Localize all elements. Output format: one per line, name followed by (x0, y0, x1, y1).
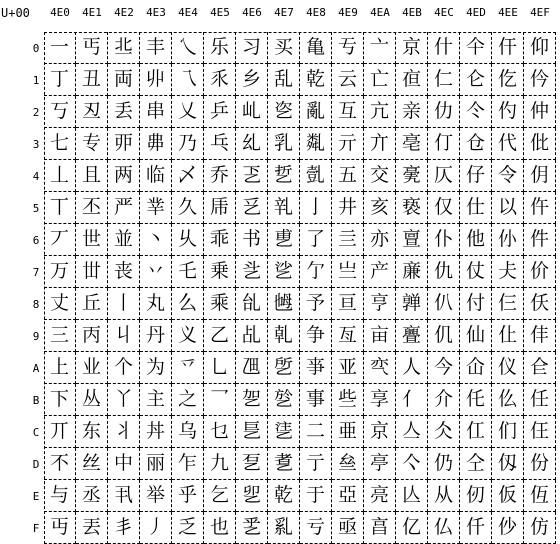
row-header: 8 (32, 298, 40, 311)
glyph-cell: 両 (108, 64, 140, 96)
glyph-cell: 争 (300, 320, 332, 352)
glyph-cell: 仨 (492, 288, 524, 320)
glyph-cell: 丩 (108, 320, 140, 352)
glyph-cell: 仆 (428, 224, 460, 256)
glyph-cell: 亢 (364, 96, 396, 128)
glyph-cell: 京 (396, 32, 428, 64)
glyph-cell: 乨 (236, 288, 268, 320)
glyph-cell: 丁 (44, 64, 76, 96)
glyph-cell: 付 (460, 288, 492, 320)
glyph-cell: 乏 (172, 512, 204, 544)
glyph-cell: 丿 (140, 512, 172, 544)
glyph-cell: 丽 (140, 448, 172, 480)
glyph-cell: 丑 (76, 64, 108, 96)
glyph-cell: 云 (332, 64, 364, 96)
glyph-cell: 乯 (236, 512, 268, 544)
glyph-cell: 互 (332, 96, 364, 128)
glyph-cell: 书 (236, 224, 268, 256)
glyph-cell: 亟 (332, 512, 364, 544)
glyph-cell: 丒 (76, 96, 108, 128)
glyph-cell: 们 (492, 416, 524, 448)
glyph-cell: 临 (140, 160, 172, 192)
glyph-cell: 乾 (300, 64, 332, 96)
glyph-cell: 任 (524, 384, 556, 416)
glyph-cell: 世 (76, 224, 108, 256)
glyph-cell: 乎 (172, 480, 204, 512)
glyph-cell: 仮 (492, 480, 524, 512)
glyph-cell: 串 (140, 96, 172, 128)
glyph-cell: 乊 (172, 352, 204, 384)
glyph-cell: 个 (108, 352, 140, 384)
glyph-cell: 仭 (492, 448, 524, 480)
glyph-cell: 亓 (332, 128, 364, 160)
glyph-cell: 他 (460, 224, 492, 256)
glyph-cell: 並 (108, 224, 140, 256)
glyph-cell: 予 (300, 288, 332, 320)
glyph-cell: 仫 (492, 384, 524, 416)
glyph-cell: 亲 (396, 96, 428, 128)
glyph-cell: 代 (492, 128, 524, 160)
glyph-cell: 东 (76, 416, 108, 448)
glyph-cell: 亸 (396, 288, 428, 320)
glyph-cell: 亀 (300, 32, 332, 64)
glyph-cell: 乼 (268, 416, 300, 448)
glyph-cell: 乚 (204, 352, 236, 384)
column-header: 4EC (434, 6, 454, 19)
glyph-cell: 亹 (396, 320, 428, 352)
glyph-cell: 乇 (172, 256, 204, 288)
glyph-cell: 仇 (428, 256, 460, 288)
glyph-cell: 为 (140, 352, 172, 384)
glyph-cell: 乜 (204, 416, 236, 448)
row-header: E (32, 490, 40, 503)
glyph-cell: 丄 (44, 160, 76, 192)
glyph-cell: 仉 (428, 320, 460, 352)
glyph-cell: 乸 (268, 288, 300, 320)
glyph-cell: 亗 (332, 256, 364, 288)
glyph-cell: 乀 (172, 32, 204, 64)
glyph-cell: 丹 (140, 320, 172, 352)
column-header: 4EF (530, 6, 550, 19)
column-header: 4E0 (50, 6, 70, 19)
glyph-cell: 乹 (268, 320, 300, 352)
glyph-cell: 乞 (204, 480, 236, 512)
glyph-cell: 丕 (76, 192, 108, 224)
glyph-cell: 乂 (172, 96, 204, 128)
glyph-cell: 万 (44, 256, 76, 288)
glyph-cell: 亇 (300, 256, 332, 288)
glyph-cell: 乣 (236, 128, 268, 160)
glyph-cell: 仴 (524, 160, 556, 192)
glyph-cell: 丫 (108, 384, 140, 416)
glyph-cell: 丛 (76, 384, 108, 416)
glyph-cell: 丸 (140, 288, 172, 320)
glyph-cell: 仡 (492, 64, 524, 96)
glyph-cell: 亅 (300, 192, 332, 224)
glyph-cell: 亩 (364, 320, 396, 352)
row-header: 5 (32, 202, 40, 215)
glyph-cell: 介 (428, 384, 460, 416)
glyph-cell: 严 (108, 192, 140, 224)
glyph-cell: 仏 (428, 512, 460, 544)
glyph-cell: 也 (204, 512, 236, 544)
glyph-cell: 乱 (268, 64, 300, 96)
glyph-cell: 乘 (204, 288, 236, 320)
row-header: 0 (32, 42, 40, 55)
glyph-cell: 主 (140, 384, 172, 416)
glyph-cell: 件 (524, 224, 556, 256)
glyph-cell: 些 (332, 384, 364, 416)
glyph-cell: 人 (396, 352, 428, 384)
row-header: 7 (32, 266, 40, 279)
glyph-cell: 乬 (236, 416, 268, 448)
row-header: C (32, 426, 40, 439)
glyph-cell: 七 (44, 128, 76, 160)
glyph-cell: 乵 (268, 192, 300, 224)
row-header: A (32, 362, 40, 375)
glyph-cell: 乒 (204, 96, 236, 128)
glyph-cell: 仼 (524, 416, 556, 448)
column-header: 4EE (498, 6, 518, 19)
glyph-cell: 仰 (524, 32, 556, 64)
glyph-cell: 丳 (140, 128, 172, 160)
column-header: 4E1 (82, 6, 102, 19)
glyph-cell: 义 (172, 320, 204, 352)
glyph-cell: 亱 (396, 64, 428, 96)
glyph-cell: 二 (300, 416, 332, 448)
glyph-cell: 丬 (108, 416, 140, 448)
column-header: 4EB (402, 6, 422, 19)
glyph-cell: 仜 (460, 416, 492, 448)
glyph-cell: 仗 (460, 256, 492, 288)
glyph-cell: 丷 (140, 256, 172, 288)
glyph-cell: 仦 (492, 224, 524, 256)
glyph-cell: 丮 (108, 480, 140, 512)
glyph-cell: 之 (172, 384, 204, 416)
glyph-cell: 亷 (396, 256, 428, 288)
glyph-cell: 丈 (44, 288, 76, 320)
glyph-cell: 仔 (460, 160, 492, 192)
glyph-cell: 丯 (108, 512, 140, 544)
glyph-cell: 乲 (268, 96, 300, 128)
glyph-cell: 久 (172, 192, 204, 224)
glyph-cell: 仯 (492, 512, 524, 544)
glyph-cell: 仢 (492, 96, 524, 128)
glyph-cell: 仍 (428, 448, 460, 480)
glyph-cell: 仒 (460, 96, 492, 128)
glyph-cell: 亠 (364, 32, 396, 64)
glyph-cell: 丢 (108, 96, 140, 128)
glyph-cell: 丰 (140, 32, 172, 64)
glyph-cell: 亘 (332, 288, 364, 320)
glyph-cell: 什 (428, 32, 460, 64)
glyph-cell: 乽 (268, 448, 300, 480)
glyph-cell: 亄 (300, 160, 332, 192)
glyph-cell: 亝 (332, 448, 364, 480)
row-header: D (32, 458, 40, 471)
glyph-cell: 从 (428, 480, 460, 512)
glyph-cell: 仩 (492, 320, 524, 352)
glyph-cell: 乷 (268, 256, 300, 288)
glyph-cell: 乍 (172, 448, 204, 480)
glyph-cell: 丟 (76, 512, 108, 544)
row-header: 6 (32, 234, 40, 247)
glyph-cell: 亜 (332, 416, 364, 448)
glyph-cell: 乾 (268, 480, 300, 512)
glyph-cell: 亏 (300, 512, 332, 544)
glyph-cell: 乥 (236, 192, 268, 224)
row-header: 1 (32, 74, 40, 87)
glyph-cell: 亊 (300, 352, 332, 384)
glyph-cell: 丵 (140, 192, 172, 224)
glyph-cell: 不 (44, 448, 76, 480)
glyph-cell: 仠 (492, 32, 524, 64)
glyph-cell: 份 (524, 448, 556, 480)
glyph-cell: 仛 (460, 384, 492, 416)
glyph-cell: 仹 (524, 320, 556, 352)
glyph-cell: 亿 (396, 512, 428, 544)
glyph-cell: 仌 (428, 416, 460, 448)
glyph-cell: 丝 (76, 448, 108, 480)
glyph-cell: 乓 (204, 128, 236, 160)
glyph-cell: 乪 (236, 352, 268, 384)
glyph-cell: 令 (492, 160, 524, 192)
glyph-cell: 乫 (236, 384, 268, 416)
glyph-cell: 乐 (204, 32, 236, 64)
row-header: 3 (32, 138, 40, 151)
glyph-cell: 乃 (172, 128, 204, 160)
glyph-cell: 事 (300, 384, 332, 416)
glyph-cell: 丠 (108, 32, 140, 64)
glyph-cell: 乔 (204, 160, 236, 192)
glyph-cell: 仑 (460, 64, 492, 96)
glyph-cell: 丂 (44, 96, 76, 128)
glyph-cell: 亥 (364, 192, 396, 224)
glyph-cell: 仸 (524, 288, 556, 320)
glyph-cell: 乿 (268, 512, 300, 544)
glyph-cell: 丏 (44, 512, 76, 544)
glyph-cell: 上 (44, 352, 76, 384)
row-header: 9 (32, 330, 40, 343)
glyph-cell: 仅 (428, 192, 460, 224)
glyph-cell: 习 (236, 32, 268, 64)
glyph-cell: 于 (300, 480, 332, 512)
glyph-cell: 仟 (460, 512, 492, 544)
row-header: B (32, 394, 40, 407)
glyph-cell: 仺 (524, 352, 556, 384)
glyph-cell: 仓 (460, 128, 492, 160)
glyph-cell: 产 (364, 256, 396, 288)
glyph-cell: 亦 (364, 224, 396, 256)
glyph-cell: 乳 (268, 128, 300, 160)
glyph-cell: 亯 (364, 512, 396, 544)
corner-label: U+00 (1, 6, 30, 20)
glyph-cell: 乙 (204, 320, 236, 352)
glyph-cell: 丱 (140, 64, 172, 96)
glyph-cell: 乖 (204, 224, 236, 256)
row-header: 2 (32, 106, 40, 119)
glyph-cell: 亵 (396, 192, 428, 224)
glyph-cell: 了 (300, 224, 332, 256)
column-header: 4E6 (242, 6, 262, 19)
glyph-cell: 乄 (172, 160, 204, 192)
glyph-cell: 亂 (300, 96, 332, 128)
glyph-cell: 么 (172, 288, 204, 320)
glyph-cell: 享 (364, 384, 396, 416)
glyph-cell: 仪 (492, 352, 524, 384)
glyph-cell: 九 (204, 448, 236, 480)
glyph-cell: 乛 (204, 384, 236, 416)
glyph-cell: 仾 (524, 480, 556, 512)
glyph-cell: 仃 (428, 128, 460, 160)
glyph-cell: 亙 (332, 320, 364, 352)
glyph-cell: 仙 (460, 320, 492, 352)
glyph-cell: 亐 (332, 32, 364, 64)
glyph-cell: 亼 (396, 416, 428, 448)
glyph-cell: 以 (492, 192, 524, 224)
glyph-cell: 价 (524, 256, 556, 288)
glyph-cell: 丼 (140, 416, 172, 448)
glyph-cell: 仵 (524, 192, 556, 224)
glyph-cell: 丅 (44, 192, 76, 224)
glyph-cell: 亭 (364, 448, 396, 480)
glyph-cell: 丐 (76, 32, 108, 64)
glyph-cell: 亾 (396, 480, 428, 512)
glyph-cell: 举 (140, 480, 172, 512)
glyph-cell: 乗 (204, 256, 236, 288)
glyph-cell: 乮 (236, 480, 268, 512)
glyph-cell: 乢 (236, 96, 268, 128)
glyph-cell: 专 (76, 128, 108, 160)
glyph-cell: 亡 (364, 64, 396, 96)
glyph-cell: 交 (364, 160, 396, 192)
column-header: 4E5 (210, 6, 230, 19)
glyph-grid (44, 32, 556, 544)
glyph-cell: 仚 (460, 352, 492, 384)
glyph-cell: 仄 (428, 160, 460, 192)
glyph-cell: 京 (364, 416, 396, 448)
glyph-cell: 亞 (332, 480, 364, 512)
glyph-cell: 亨 (364, 288, 396, 320)
glyph-cell: 亚 (332, 352, 364, 384)
glyph-cell: 仲 (524, 96, 556, 128)
glyph-cell: 丧 (108, 256, 140, 288)
column-header: 4E8 (306, 6, 326, 19)
glyph-cell: 乆 (172, 224, 204, 256)
glyph-cell: 乶 (268, 224, 300, 256)
glyph-cell: 仕 (460, 192, 492, 224)
row-header: 4 (32, 170, 40, 183)
column-header: 4E3 (146, 6, 166, 19)
column-header: 4EA (370, 6, 390, 19)
glyph-cell: 丙 (76, 320, 108, 352)
glyph-cell: 仳 (524, 128, 556, 160)
glyph-cell: 三 (44, 320, 76, 352)
glyph-cell: 仱 (524, 64, 556, 96)
glyph-cell: 乧 (236, 256, 268, 288)
glyph-cell: 亳 (396, 128, 428, 160)
glyph-cell: 丆 (44, 224, 76, 256)
glyph-cell: 丣 (108, 128, 140, 160)
column-header: 4E9 (338, 6, 358, 19)
glyph-cell: 乺 (268, 352, 300, 384)
glyph-cell: 且 (76, 160, 108, 192)
glyph-cell: 乁 (172, 64, 204, 96)
glyph-cell: 乻 (268, 384, 300, 416)
glyph-cell: 乡 (236, 64, 268, 96)
column-header: 4ED (466, 6, 486, 19)
glyph-cell: 井 (332, 192, 364, 224)
glyph-cell: 与 (44, 480, 76, 512)
glyph-cell: 丌 (44, 416, 76, 448)
glyph-cell: 仧 (492, 256, 524, 288)
glyph-cell: 仁 (428, 64, 460, 96)
glyph-cell: 五 (332, 160, 364, 192)
glyph-cell: 仝 (460, 448, 492, 480)
glyph-cell: 乭 (236, 448, 268, 480)
glyph-cell: 亪 (364, 352, 396, 384)
glyph-cell: 丗 (76, 256, 108, 288)
glyph-cell: 亃 (300, 128, 332, 160)
glyph-cell: 仂 (428, 96, 460, 128)
row-header: F (32, 522, 40, 535)
glyph-cell: 乌 (172, 416, 204, 448)
glyph-cell: 一 (44, 32, 76, 64)
glyph-cell: 亴 (396, 160, 428, 192)
glyph-cell: 丶 (140, 224, 172, 256)
column-header: 4E2 (114, 6, 134, 19)
glyph-cell: 业 (76, 352, 108, 384)
glyph-cell: 中 (108, 448, 140, 480)
glyph-cell: 乴 (268, 160, 300, 192)
glyph-cell: 仈 (428, 288, 460, 320)
glyph-cell: 丞 (76, 480, 108, 512)
glyph-cell: 亶 (396, 224, 428, 256)
glyph-cell: 亽 (396, 448, 428, 480)
glyph-cell: 乤 (236, 160, 268, 192)
glyph-cell: 乩 (236, 320, 268, 352)
glyph-cell: 下 (44, 384, 76, 416)
glyph-cell: 仿 (524, 512, 556, 544)
glyph-cell: 亣 (364, 128, 396, 160)
glyph-cell: 仞 (460, 480, 492, 512)
glyph-cell: 乕 (204, 192, 236, 224)
glyph-cell: 亖 (332, 224, 364, 256)
column-header: 4E7 (274, 6, 294, 19)
glyph-cell: 亮 (364, 480, 396, 512)
glyph-cell: 丨 (108, 288, 140, 320)
glyph-cell: 乑 (204, 64, 236, 96)
glyph-cell: 丘 (76, 288, 108, 320)
glyph-cell: 今 (428, 352, 460, 384)
glyph-cell: 两 (108, 160, 140, 192)
column-header: 4E4 (178, 6, 198, 19)
glyph-cell: 亻 (396, 384, 428, 416)
glyph-cell: 亍 (300, 448, 332, 480)
glyph-cell: 仐 (460, 32, 492, 64)
glyph-cell: 买 (268, 32, 300, 64)
